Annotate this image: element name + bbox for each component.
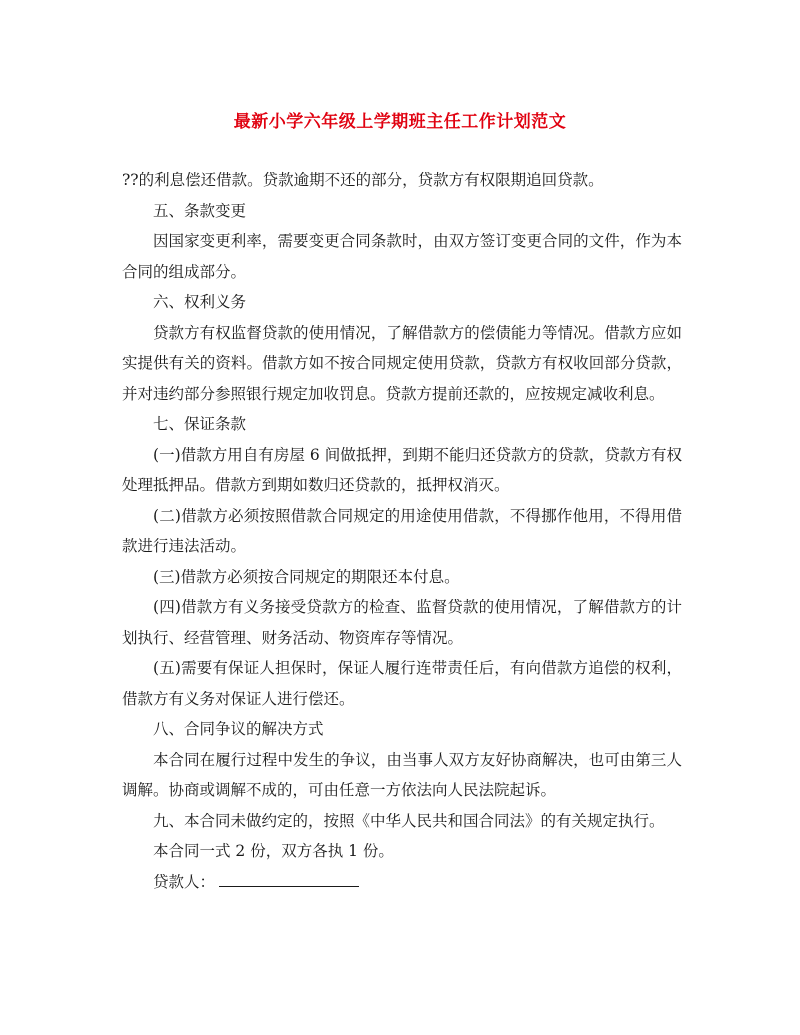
paragraph-contract-law: 九、本合同未做约定的，按照《中华人民共和国合同法》的有关规定执行。 [153, 811, 665, 830]
paragraph-rights-obligations: 贷款方有权监督贷款的使用情况，了解借款方的偿债能力等情况。借款方应如实提供有关的资料。借款方如不按合同规定使用贷款，贷款方有权收回部分贷款，并对违约部分参照银行规定加收罚息。贷款方提前还款的，应按规定减收利息。 [122, 323, 682, 403]
guarantee-clause-4: (四)借款方有义务接受贷款方的检查、监督贷款的使用情况，了解借款方的计划执行、经营管理、财务活动、物资库存等情况。 [122, 598, 682, 647]
section-heading-rights-obligations: 六、权利义务 [153, 293, 247, 311]
signature-label: 贷款人： [153, 872, 216, 891]
signature-line [219, 870, 359, 887]
document-title: 最新小学六年级上学期班主任工作计划范文 [233, 112, 567, 132]
guarantee-clause-2: (二)借款方必须按照借款合同规定的用途使用借款，不得挪作他用，不得用借款进行违法活动。 [122, 506, 682, 555]
paragraph-interest-repayment: ??的利息偿还借款。贷款逾期不还的部分，贷款方有权限期追回贷款。 [122, 171, 604, 189]
paragraph-copies: 本合同一式 2 份，双方各执 1 份。 [153, 842, 394, 860]
section-heading-guarantee: 七、保证条款 [153, 415, 247, 433]
document-body [122, 165, 682, 897]
paragraph-terms-change: 因国家变更利率，需要变更合同条款时，由双方签订变更合同的文件，作为本合同的组成部分。 [122, 232, 682, 281]
section-heading-dispute: 八、合同争议的解决方式 [153, 720, 324, 738]
guarantee-clause-5: (五)需要有保证人担保时，保证人履行连带责任后，有向借款方追偿的权利，借款方有义务对保证人进行偿还。 [122, 659, 682, 708]
signature-row [122, 867, 682, 898]
paragraph-dispute: 本合同在履行过程中发生的争议，由当事人双方友好协商解决，也可由第三人调解。协商或调解不成的，可由任意一方依法向人民法院起诉。 [122, 750, 682, 799]
guarantee-clause-1: (一)借款方用自有房屋 6 间做抵押，到期不能归还贷款方的贷款，贷款方有权处理抵押品。借款方到期如数归还贷款的，抵押权消灭。 [122, 445, 682, 494]
section-heading-terms-change: 五、条款变更 [153, 201, 247, 220]
guarantee-clause-3: (三)借款方必须按合同规定的期限还本付息。 [153, 567, 460, 586]
